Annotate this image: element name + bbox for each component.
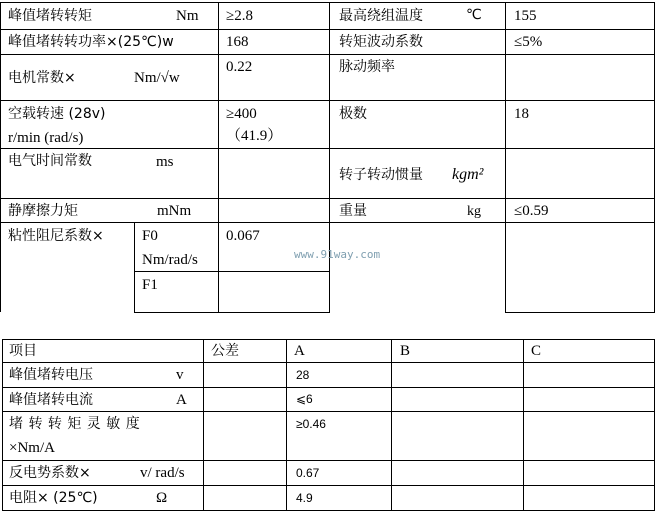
max-winding-temp-unit: ℃ [466, 7, 482, 23]
t1-hline [134, 271, 329, 272]
t2-hline [2, 339, 655, 340]
pole-count-value: 18 [514, 106, 529, 122]
pulse-frequency-label: 脉动频率 [339, 59, 395, 75]
no-load-speed-label: 空载转速 (28v) [8, 106, 106, 122]
t2-vline [391, 339, 392, 511]
header-tolerance: 公差 [211, 343, 239, 359]
peak-stall-power-label: 峰值堵转转功率×(25℃)w [8, 34, 174, 50]
header-a: A [294, 343, 305, 359]
motor-constant-unit: Nm/√w [134, 70, 180, 86]
t2-hline [2, 387, 655, 388]
weight-unit: kg [467, 204, 481, 219]
peak-stall-voltage-a: 28 [296, 368, 310, 382]
t1-hline [0, 54, 655, 55]
t1-vline [218, 2, 219, 312]
t1-vline [654, 2, 655, 313]
weight-value: ≤0.59 [514, 203, 549, 219]
no-load-speed-value: ≥400 [226, 106, 257, 122]
back-emf-constant-a: 0.67 [296, 466, 320, 480]
no-load-speed-rad: （41.9） [226, 128, 283, 144]
t2-vline [286, 339, 287, 511]
torque-ripple-value: ≤5% [514, 34, 543, 50]
stall-torque-sensitivity-label: 堵 转 转 矩 灵 敏 度 [9, 416, 141, 432]
t1-hline [505, 312, 655, 313]
electrical-time-constant-unit: ms [156, 154, 174, 170]
t1-vline [134, 222, 135, 312]
t1-hline [134, 312, 329, 313]
viscous-damping-f0-value: 0.067 [226, 228, 260, 244]
t1-hline [0, 148, 655, 149]
resistance-label: 电阻× (25℃) [9, 490, 98, 506]
t2-hline [2, 510, 655, 511]
static-friction-label: 静摩擦力矩 [8, 203, 78, 219]
viscous-damping-f0-unit: Nm/rad/s [142, 252, 198, 268]
motor-constant-value: 0.22 [226, 59, 253, 75]
resistance-unit: Ω [156, 490, 168, 506]
t2-hline [2, 460, 655, 461]
t1-hline [0, 222, 655, 223]
no-load-speed-unit: r/min (rad/s) [8, 130, 84, 146]
viscous-damping-f1-label: F1 [142, 277, 158, 293]
header-c: C [531, 343, 542, 359]
t1-vline [0, 2, 1, 312]
peak-stall-current-label: 峰值堵转电流 [9, 392, 93, 408]
t1-hline [0, 198, 655, 199]
weight-label: 重量 [339, 203, 367, 219]
t2-hline [2, 362, 655, 363]
t1-hline [0, 2, 655, 3]
t2-vline [654, 339, 655, 511]
peak-stall-voltage-unit: v [176, 367, 184, 383]
t2-hline [2, 485, 655, 486]
peak-stall-current-unit: A [176, 392, 187, 408]
electrical-time-constant-label: 电气时间常数 [8, 153, 92, 169]
header-b: B [400, 343, 411, 359]
peak-stall-torque-unit: Nm [176, 8, 199, 24]
rotor-inertia-unit: kgm² [452, 166, 484, 183]
viscous-damping-label: 粘性阻尼系数× [8, 228, 104, 244]
pole-count-label: 极数 [339, 106, 367, 122]
rotor-inertia-label: 转子转动惯量 [339, 167, 423, 183]
header-item: 项目 [9, 343, 37, 359]
t1-vline [505, 2, 506, 313]
viscous-damping-f0-label: F0 [142, 228, 158, 244]
stall-torque-sensitivity-unit: ×Nm/A [9, 440, 55, 456]
motor-constant-label: 电机常数× [8, 70, 76, 86]
t1-hline [0, 100, 655, 101]
peak-stall-voltage-label: 峰值堵转电压 [9, 367, 93, 383]
t1-vline [329, 2, 330, 313]
watermark: www.91way.com [294, 248, 381, 261]
t2-vline [2, 339, 3, 511]
static-friction-unit: mNm [157, 203, 192, 219]
resistance-a: 4.9 [296, 491, 313, 505]
t2-hline [2, 411, 655, 412]
t2-vline [523, 339, 524, 511]
back-emf-constant-label: 反电势系数× [9, 465, 91, 481]
stall-torque-sensitivity-a: ≥0.46 [296, 417, 326, 431]
peak-stall-power-value: 168 [226, 34, 249, 50]
t2-vline [203, 339, 204, 511]
t1-hline [0, 29, 655, 30]
peak-stall-torque-label: 峰值堵转转矩 [8, 8, 92, 24]
peak-stall-current-a: ⩽6 [296, 392, 313, 406]
back-emf-constant-unit: v/ rad/s [140, 465, 185, 481]
torque-ripple-label: 转矩波动系数 [339, 34, 423, 50]
peak-stall-torque-value: ≥2.8 [226, 8, 253, 24]
max-winding-temp-value: 155 [514, 8, 537, 24]
max-winding-temp-label: 最高绕组温度 [339, 8, 423, 24]
